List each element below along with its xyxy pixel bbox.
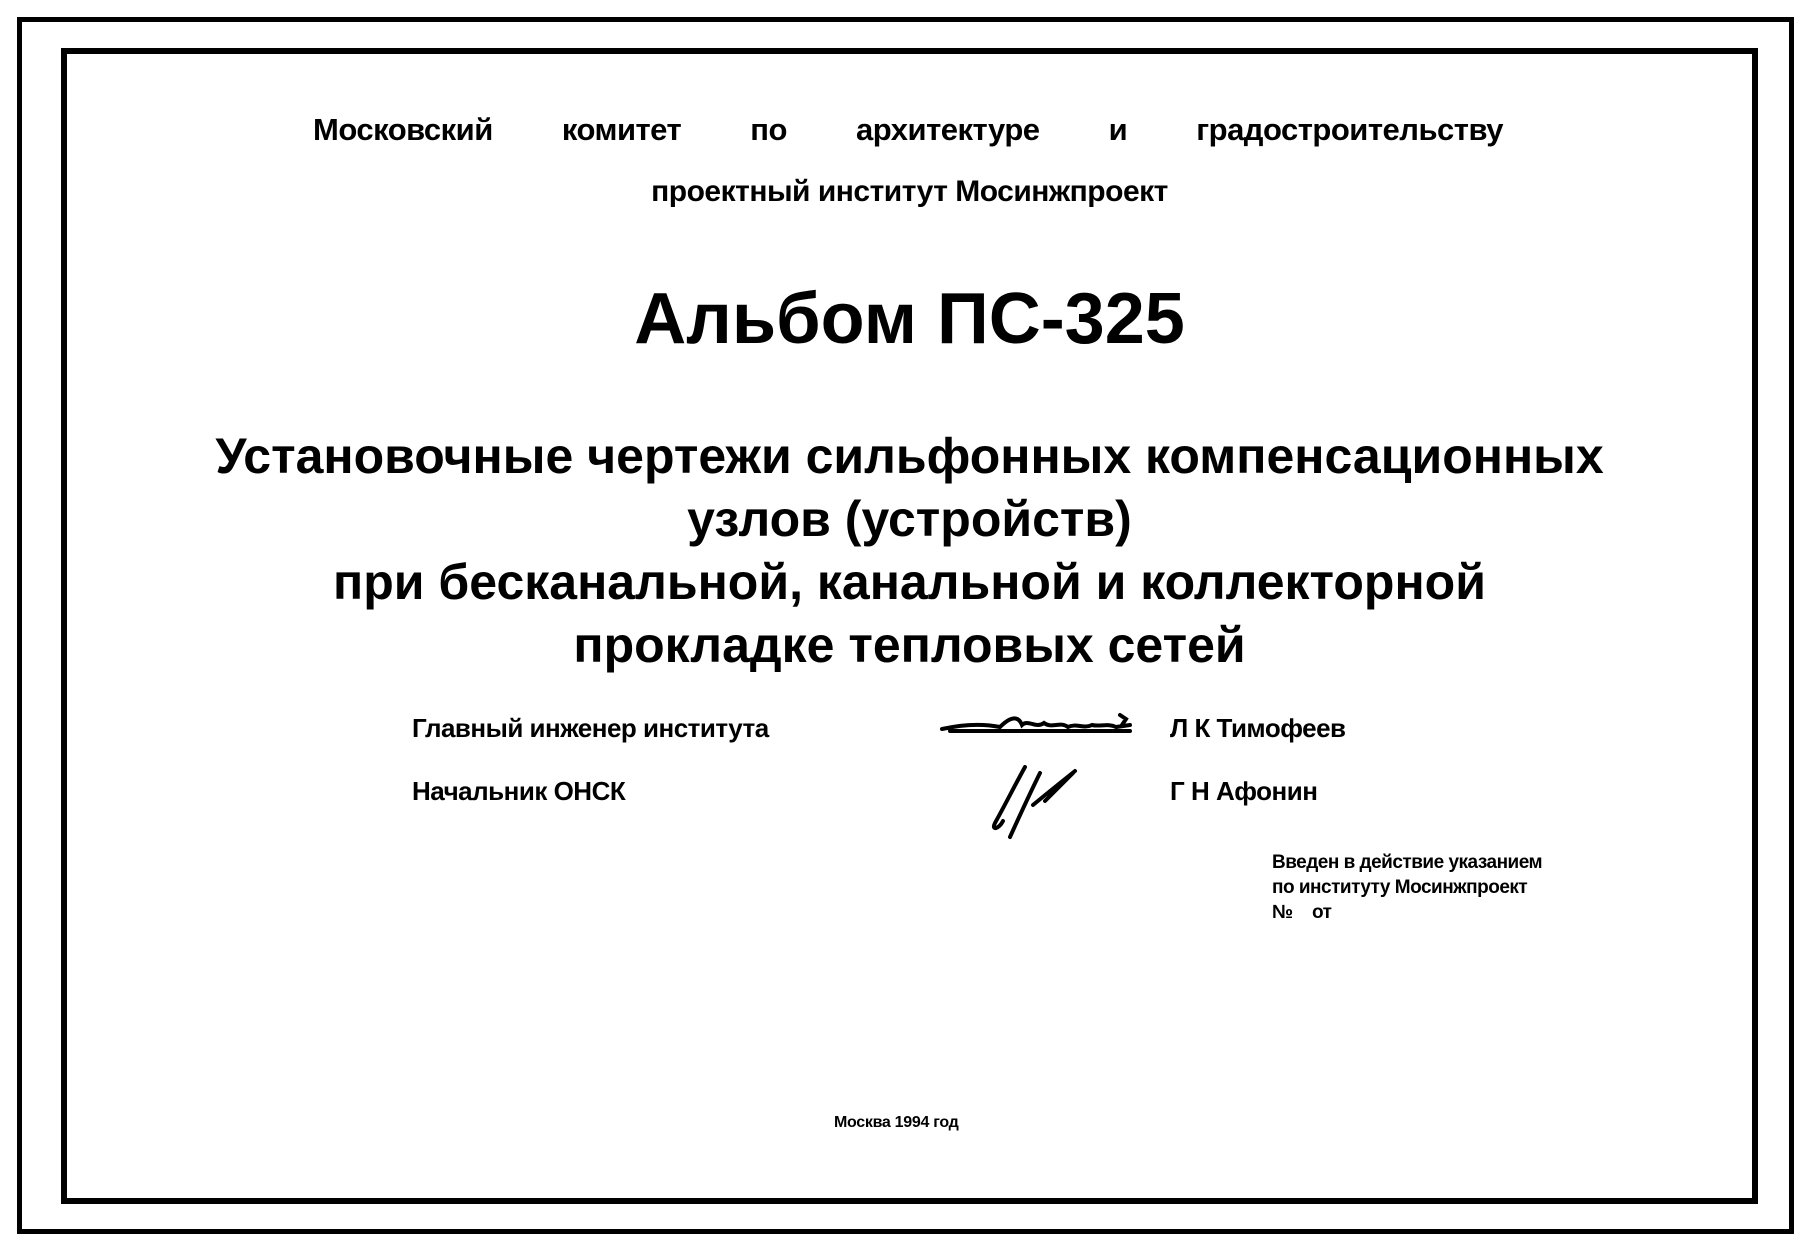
subtitle-line: при бесканальной, канальной и коллекторной <box>333 554 1486 610</box>
enactment-line: по институту Мосинжпроект <box>1272 877 1528 898</box>
department-head-label: Начальник ОНСК <box>412 776 626 806</box>
chief-engineer-signature <box>940 707 1135 737</box>
chief-engineer-name: Л К Тимофеев <box>1170 713 1346 743</box>
city-year: Москва 1994 год <box>834 1114 959 1131</box>
committee-word: градостроительству <box>1196 112 1503 147</box>
committee-word: комитет <box>561 112 682 147</box>
committee-word: Московский <box>313 112 493 147</box>
subtitle-line: прокладке тепловых сетей <box>573 617 1246 673</box>
number-label: № <box>1272 902 1293 923</box>
enactment-line: Введен в действие указанием <box>1272 852 1543 873</box>
committee-word: и <box>1108 112 1128 147</box>
department-head-signature <box>985 765 1080 840</box>
committee-line <box>313 112 1503 148</box>
subtitle-line: узлов (устройств) <box>687 491 1132 547</box>
enactment-number-line <box>1272 900 1542 925</box>
subtitle-line: Установочные чертежи сильфонных компенсационных <box>215 428 1604 484</box>
album-title: Альбом ПС-325 <box>634 279 1185 359</box>
committee-word: по <box>750 112 787 147</box>
institute-name: проектный институт Мосинжпроект <box>651 175 1168 208</box>
enactment-note <box>1272 850 1542 925</box>
from-label: от <box>1312 902 1332 923</box>
department-head-name: Г Н Афонин <box>1170 776 1318 806</box>
album-subtitle <box>0 425 1819 677</box>
chief-engineer-label: Главный инженер института <box>412 713 769 743</box>
committee-word: архитектуре <box>856 112 1040 147</box>
